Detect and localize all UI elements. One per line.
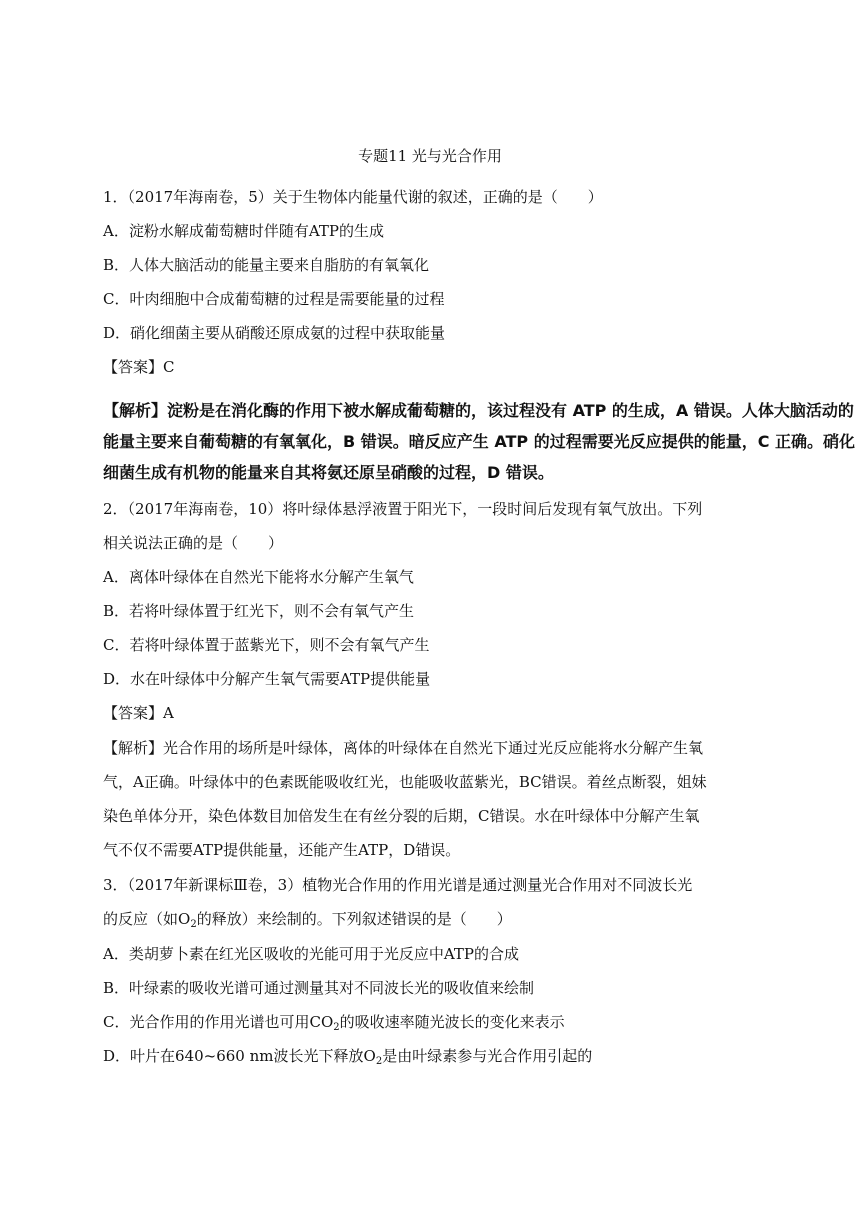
q1-option-a: A．淀粉水解成葡萄糖时伴随有ATP的生成 — [103, 222, 384, 240]
q3-option-c-text-a: C．光合作用的作用光谱也可用CO — [103, 1013, 334, 1031]
q2-option-c: C．若将叶绿体置于蓝紫光下，则不会有氧气产生 — [103, 636, 430, 654]
q2-analysis-line-2: 气，A正确。叶绿体中的色素既能吸收红光，也能吸收蓝紫光，BC错误。着丝点断裂，姐妹 — [103, 773, 707, 791]
q1-stem: 1．（2017年海南卷，5）关于生物体内能量代谢的叙述，正确的是（ ） — [103, 188, 603, 206]
q3-option-c-text-b: 的吸收速率随光波长的变化来表示 — [339, 1013, 565, 1031]
q3-option-d — [103, 1045, 592, 1067]
q2-option-d: D．水在叶绿体中分解产生氧气需要ATP提供能量 — [103, 670, 431, 688]
q1-answer: 【答案】C — [103, 358, 175, 376]
q3-option-b: B．叶绿素的吸收光谱可通过测量其对不同波长光的吸收值来绘制 — [103, 979, 535, 997]
q2-analysis-line-4: 气不仅不需要ATP提供能量，还能产生ATP，D错误。 — [103, 841, 461, 859]
q3-option-d-subscript: 2 — [375, 1056, 383, 1067]
document-title: 专题11 光与光合作用 — [358, 147, 502, 165]
q3-stem-line-2-text-a: 的反应（如O — [103, 910, 191, 928]
q1-analysis-line-1: 【解析】淀粉是在消化酶的作用下被水解成葡萄糖的，该过程没有 ATP 的生成，A 错误。人体大脑活动的 — [103, 401, 854, 420]
q2-analysis-line-3: 染色单体分开，染色体数目加倍发生在有丝分裂的后期，C错误。水在叶绿体中分解产生氧 — [103, 807, 700, 825]
q3-stem-line-1: 3．（2017年新课标Ⅲ卷，3）植物光合作用的作用光谱是通过测量光合作用对不同波长光 — [103, 876, 693, 894]
q2-stem-line-2: 相关说法正确的是（ ） — [103, 534, 284, 552]
q1-option-b: B．人体大脑活动的能量主要来自脂肪的有氧氧化 — [103, 256, 430, 274]
q1-analysis-line-2: 能量主要来自葡萄糖的有氧氧化，B 错误。暗反应产生 ATP 的过程需要光反应提供的能量，C 正确。硝化 — [103, 432, 856, 451]
q3-option-a: A．类胡萝卜素在红光区吸收的光能可用于光反应中ATP的合成 — [103, 945, 519, 963]
q1-analysis-line-3: 细菌生成有机物的能量来自其将氨还原呈硝酸的过程，D 错误。 — [103, 463, 554, 482]
q3-stem-subscript: 2 — [190, 919, 197, 930]
q2-option-a: A．离体叶绿体在自然光下能将水分解产生氧气 — [103, 568, 414, 586]
q2-stem-line-1: 2．（2017年海南卷，10）将叶绿体悬浮液置于阳光下，一段时间后发现有氧气放出。下列 — [103, 500, 703, 518]
q3-stem-line-2 — [103, 908, 512, 930]
q2-answer: 【答案】A — [103, 704, 174, 722]
q1-option-c: C．叶肉细胞中合成葡萄糖的过程是需要能量的过程 — [103, 290, 445, 308]
q3-option-d-text-b: 是由叶绿素参与光合作用引起的 — [382, 1047, 593, 1065]
q3-option-d-text-a: D．叶片在640~660 nm波长光下释放O — [103, 1047, 376, 1065]
q3-stem-line-2-text-b: 的释放）来绘制的。下列叙述错误的是（ ） — [196, 910, 512, 928]
q2-analysis-line-1: 【解析】光合作用的场所是叶绿体，离体的叶绿体在自然光下通过光反应能将水分解产生氧 — [103, 739, 704, 757]
q1-option-d: D．硝化细菌主要从硝酸还原成氨的过程中获取能量 — [103, 324, 446, 342]
q2-option-b: B．若将叶绿体置于红光下，则不会有氧气产生 — [103, 602, 415, 620]
q3-option-c-subscript: 2 — [333, 1022, 340, 1033]
q3-option-c — [103, 1011, 565, 1033]
